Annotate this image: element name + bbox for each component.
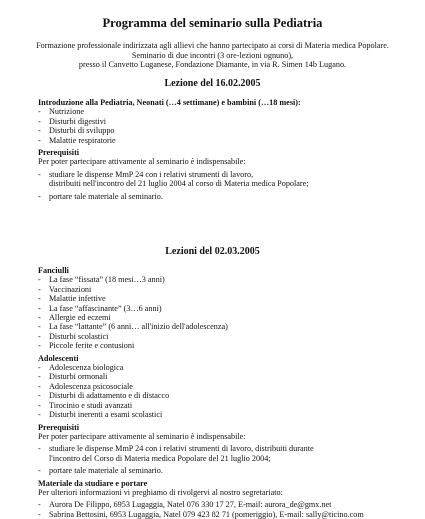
list-item: - La fase “lattante” (6 anni… all'inizio dell'adolescenza) bbox=[38, 322, 408, 331]
lesson1-topic-title: Introduzione alla Pediatria, Neonati (…4 settimane) e bambini (…18 mesi): bbox=[38, 98, 301, 107]
children-title: Fanciulli bbox=[38, 266, 69, 275]
list-item bbox=[38, 192, 408, 201]
teens-list bbox=[38, 363, 408, 419]
material-text: Per ulteriori informazioni vi preghiamo di rivolgervi al nostro segretariato: bbox=[38, 487, 283, 497]
list-item: - Piccole ferite e contusioni bbox=[38, 341, 408, 350]
lesson1-prereq-text: Per poter partecipare attivamente al seminario è indispensabile: bbox=[38, 157, 246, 167]
list-item: - Disturbi ormonali bbox=[38, 372, 408, 381]
list-item: - Disturbi di sviluppo bbox=[38, 126, 408, 135]
list-item-line: - studiare le dispense MmP 24 con i relativi strumenti di lavoro, distribuiti durante bbox=[49, 444, 314, 454]
list-item: - Malattie infettive bbox=[38, 294, 408, 303]
lesson1-prereq-title: Prerequisiti bbox=[38, 148, 80, 158]
lesson1-section bbox=[38, 98, 408, 201]
list-item: - Disturbi inerenti a esami scolastici bbox=[38, 410, 408, 419]
list-item: - Tirocinio e studi avanzati bbox=[38, 401, 408, 410]
list-item: - Adolescenza psicosociale bbox=[38, 382, 408, 391]
intro-line: presso il Canvetto Luganese, Fondazione Diamante, in via R. Simen 14b Lugano. bbox=[78, 60, 347, 70]
lesson2-prereq-list bbox=[38, 444, 408, 475]
list-item: - Malattie respiratorie bbox=[38, 136, 408, 145]
list-item: - Disturbi scolastici bbox=[38, 332, 408, 341]
lesson2-heading: Lezioni del 02.03.2005 bbox=[165, 246, 260, 257]
teens-title: Adolescenti bbox=[38, 353, 79, 363]
contact-item: - Aurora De Filippo, 6953 Lugaggia, Natel 076 330 17 27, E-mail: aurora_de@gmx.net bbox=[38, 500, 408, 509]
intro-paragraph bbox=[20, 41, 405, 70]
lesson1-heading: Lezione del 16.02.2005 bbox=[164, 78, 261, 89]
list-item bbox=[38, 466, 408, 475]
list-item bbox=[38, 444, 408, 463]
children-list bbox=[38, 275, 408, 350]
intro-line: Seminario di due incontri (3 ore-lezioni ognuno), bbox=[131, 50, 294, 60]
list-item: - Nutrizione bbox=[38, 107, 408, 116]
contact-list bbox=[38, 500, 408, 519]
list-item: - Disturbi di adattamento e di distacco bbox=[38, 391, 408, 400]
list-item: - La fase “affascinante” (3…6 anni) bbox=[38, 304, 408, 313]
list-item-line: l'incontro del Corso di Materia medica Popolare del 21 luglio 2004; bbox=[49, 453, 271, 463]
list-item: - Adolescenza biologica bbox=[38, 363, 408, 372]
list-item-line: - studiare le dispense MmP 24 con i relativi strumenti di lavoro, bbox=[49, 169, 254, 179]
list-item: - Vaccinazioni bbox=[38, 285, 408, 294]
intro-line: Formazione professionale indirizzata agli allievi che hanno partecipato ai corsi di Materia medica Popolare. bbox=[36, 41, 389, 50]
document-title: Programma del seminario sulla Pediatria bbox=[102, 16, 323, 30]
material-title: Materiale da studiare e portare bbox=[38, 478, 148, 488]
list-item: - Allergie ed eczemi bbox=[38, 313, 408, 322]
list-item bbox=[38, 170, 408, 189]
lesson2-prereq-text: Per poter partecipare attivamente al seminario è indispensabile: bbox=[38, 431, 246, 441]
list-item: - La fase “fissata” (18 mesi…3 anni) bbox=[38, 275, 408, 284]
list-item-line: - portare tale materiale al seminario. bbox=[49, 191, 163, 201]
lesson1-topic-list bbox=[38, 107, 408, 145]
list-item: - Disturbi digestivi bbox=[38, 117, 408, 126]
list-item-line: distribuiti nell'incontro del 21 luglio 2004 al corso di Materia medica Popolare; bbox=[49, 179, 309, 189]
list-item-line: - portare tale materiale al seminario. bbox=[49, 466, 163, 476]
lesson2-prereq-title: Prerequisiti bbox=[38, 422, 80, 432]
contact-item: - Sabrina Bettosini, 6953 Lugaggia, Natel 079 423 82 71 (pomeriggio), E-mail: sally@ticino.com bbox=[38, 510, 408, 519]
lesson2-section bbox=[38, 266, 408, 519]
lesson1-prereq-list bbox=[38, 170, 408, 201]
